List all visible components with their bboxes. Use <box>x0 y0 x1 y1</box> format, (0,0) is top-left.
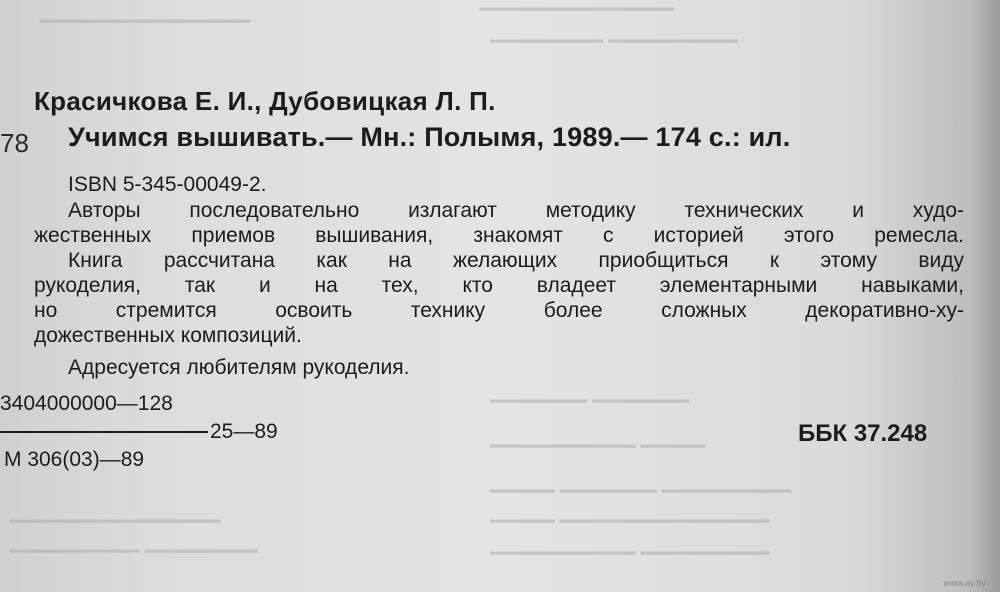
publisher-code-fraction <box>0 420 278 444</box>
annotation-line: дожественных композиций. <box>34 324 302 347</box>
show-through-text: ▔▔▔▔▔▔▔▔▔▔▔▔▔ <box>40 20 250 44</box>
annotation-line: жественных приемов вышивания, знакомят с историей этого ремесла. <box>34 224 964 247</box>
show-through-text: ▔▔▔▔▔▔▔▔ ▔▔▔▔▔▔ ▔▔▔▔ <box>490 490 792 514</box>
bbk-code: ББК 37.248 <box>798 420 928 447</box>
fraction-bar <box>0 431 208 433</box>
show-through-text: ▔▔▔▔▔▔▔▔▔▔▔▔ <box>480 8 674 32</box>
show-through-text: ▔▔▔▔▔▔▔▔▔▔▔▔▔ ▔▔▔▔ <box>490 520 770 544</box>
book-authors: Красичкова Е. И., Дубовицкая Л. П. <box>34 86 496 116</box>
annotation-line: но стремится освоить технику более сложных декоративно-ху- <box>34 299 964 322</box>
book-title-imprint: Учимся вышивать.— Мн.: Полымя, 1989.— 174 с.: ил. <box>68 122 791 152</box>
annotation-line: Книга рассчитана как на желающих приобщиться к этому виду <box>68 249 964 272</box>
show-through-text: ▔▔▔▔▔▔▔ ▔▔▔▔▔▔▔▔ <box>10 550 258 574</box>
publisher-code-bottom: М 306(03)—89 <box>4 448 145 471</box>
fraction-denominator: 25—89 <box>210 420 278 443</box>
show-through-text: ▔▔▔▔▔▔ ▔▔▔▔▔▔ <box>490 400 690 424</box>
show-through-text: ▔▔▔▔▔▔▔▔ ▔▔▔▔▔▔▔▔▔ <box>490 552 770 576</box>
annotation-line: Адресуется любителям рукоделия. <box>68 356 410 379</box>
show-through-text: ▔▔▔▔ ▔▔▔▔▔▔▔▔▔ <box>490 445 706 469</box>
publisher-code: 3404000000—128 <box>0 392 173 415</box>
annotation-line: рукоделия, так и на тех, кто владеет элементарными навыками, <box>34 274 964 297</box>
index-number: 78 <box>0 128 29 158</box>
show-through-text: ▔▔▔▔▔▔▔▔ ▔▔▔▔▔▔▔ <box>490 40 738 64</box>
isbn: ISBN 5-345-00049-2. <box>68 173 267 196</box>
watermark: www.ay.by <box>943 578 986 588</box>
annotation-line: Авторы последовательно излагают методику технических и худо- <box>68 199 964 222</box>
show-through-text: ▔▔▔▔▔▔▔▔▔▔▔▔▔ <box>10 520 220 544</box>
